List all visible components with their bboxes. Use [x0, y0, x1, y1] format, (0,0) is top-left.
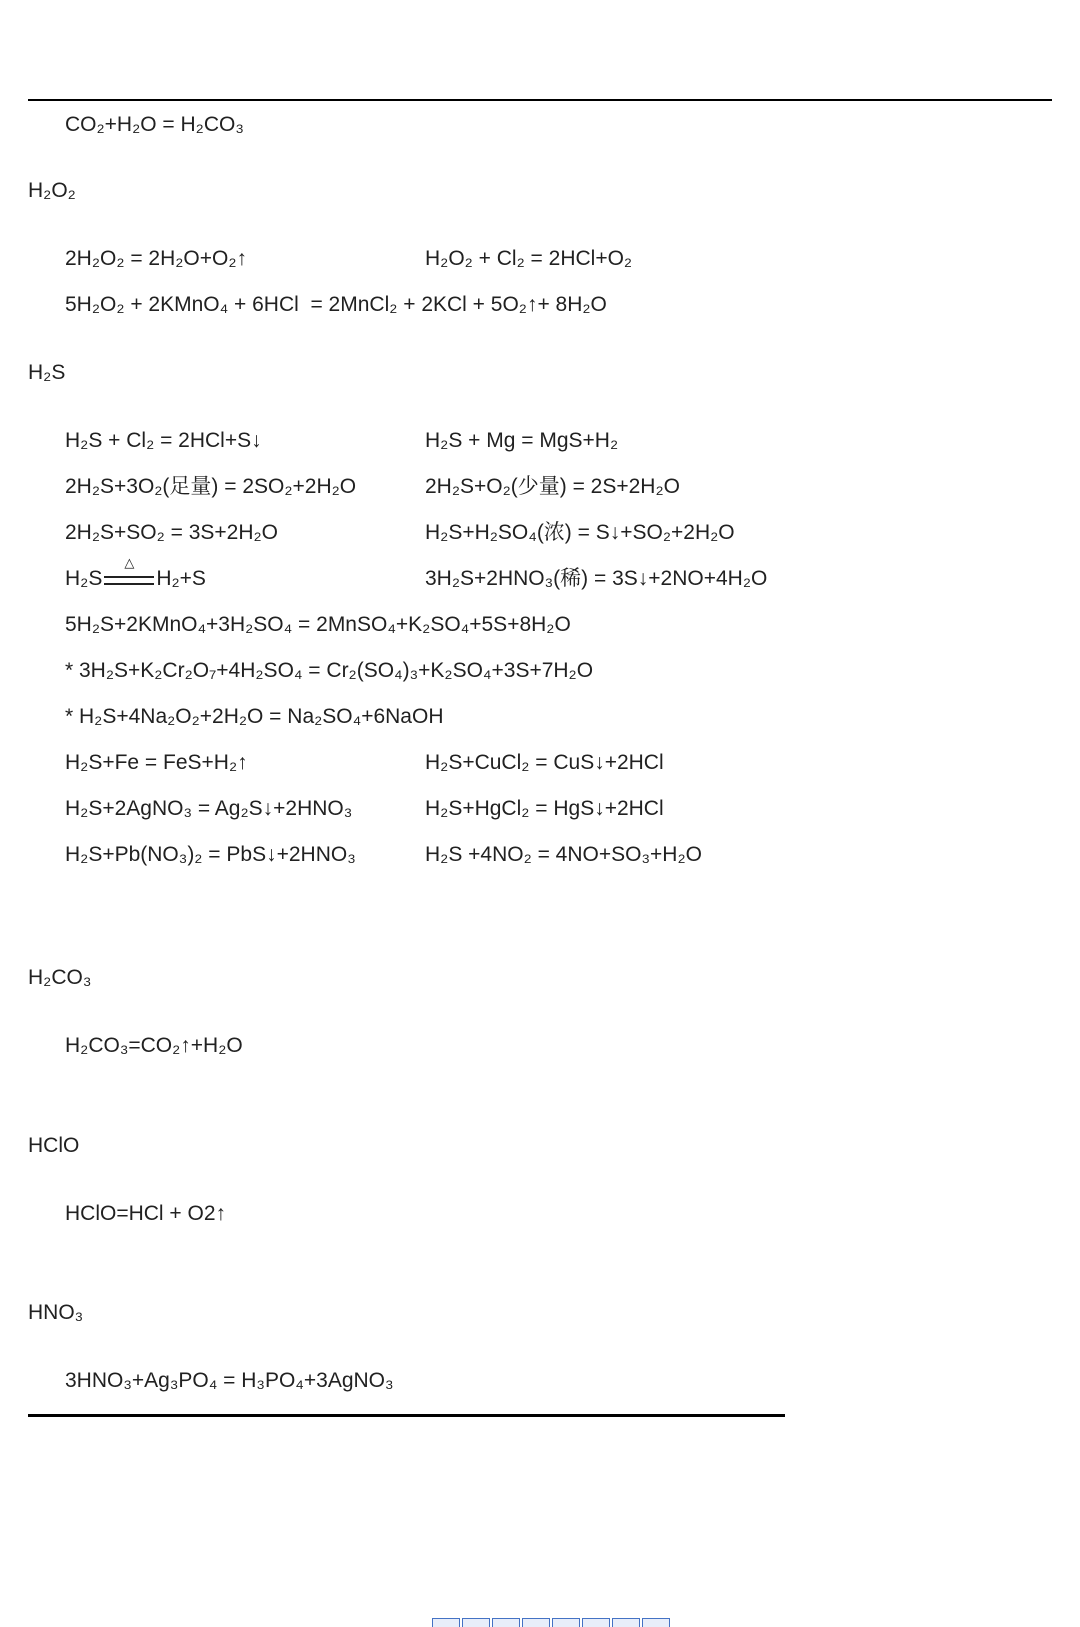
equation-left: 5H₂S+2KMnO₄+3H₂SO₄ = 2MnSO₄+K₂SO₄+5S+8H₂O [65, 613, 571, 636]
heated-equals-sign [104, 555, 154, 583]
clipped-table-strip [432, 1618, 672, 1626]
equation-left: 2H₂S+3O₂(足量) = 2SO₂+2H₂O [65, 475, 357, 498]
section-2 [28, 963, 1052, 1077]
equation-heated [65, 555, 425, 594]
section-1 [28, 358, 1052, 886]
top-divider [28, 99, 1052, 101]
equation-row [28, 1031, 1052, 1061]
double-line [104, 576, 154, 585]
equation-left: H₂S+Pb(NO₃)₂ = PbS↓+2HNO₃ [65, 843, 356, 866]
equation-left: * 3H₂S+K₂Cr₂O₇+4H₂SO₄ = Cr₂(SO₄)₃+K₂SO₄+3S+7H₂O [65, 659, 594, 682]
clipped-table-cell [582, 1618, 610, 1627]
equation-reactant: H₂S [65, 567, 103, 590]
equation-right: H₂S + Mg = MgS+H₂ [425, 429, 619, 452]
section-title: HClO [28, 1134, 80, 1157]
equation-row [28, 290, 1052, 320]
section-4 [28, 1298, 1052, 1412]
equation-row [28, 1199, 1052, 1229]
bottom-divider [28, 1414, 785, 1417]
clipped-table-cell [462, 1618, 490, 1627]
section-title: HNO₃ [28, 1301, 84, 1324]
clipped-table-cell [612, 1618, 640, 1627]
equation-left: 2H₂S+SO₂ = 3S+2H₂O [65, 521, 278, 544]
equation-row [28, 656, 1052, 686]
equation-row [28, 748, 1052, 778]
equation-line: CO₂+H₂O = H₂CO₃ [65, 113, 244, 136]
equation-row [28, 472, 1052, 502]
section-title: H₂CO₃ [28, 966, 92, 989]
equation-product: H₂+S [156, 567, 206, 590]
equation-left: 3HNO₃+Ag₃PO₄ = H₃PO₄+3AgNO₃ [65, 1369, 394, 1392]
equation-sections [28, 176, 1052, 1412]
clipped-table-cell [432, 1618, 460, 1627]
equation-right: 2H₂S+O₂(少量) = 2S+2H₂O [425, 475, 680, 498]
section-title: H₂S [28, 361, 66, 384]
equation-right: H₂O₂ + Cl₂ = 2HCl+O₂ [425, 247, 633, 270]
section-3 [28, 1131, 1052, 1245]
section-title: H₂O₂ [28, 179, 76, 202]
equation-row [28, 610, 1052, 640]
equation-row [28, 794, 1052, 824]
equation-left: H₂CO₃=CO₂↑+H₂O [65, 1034, 243, 1057]
equation-row [28, 426, 1052, 456]
equation-left: 2H₂O₂ = 2H₂O+O₂↑ [65, 247, 247, 270]
equation-right: H₂S+HgCl₂ = HgS↓+2HCl [425, 797, 664, 820]
section-0 [28, 176, 1052, 336]
equation-right: 3H₂S+2HNO₃(稀) = 3S↓+2NO+4H₂O [425, 567, 768, 590]
equation-row [28, 555, 1052, 594]
equation-left: H₂S + Cl₂ = 2HCl+S↓ [65, 429, 262, 452]
triangle-heat-icon: △ [124, 555, 135, 570]
equation-row [28, 702, 1052, 732]
equation-right: H₂S +4NO₂ = 4NO+SO₃+H₂O [425, 843, 702, 866]
equation-row [28, 1366, 1052, 1396]
equation-right: H₂S+H₂SO₄(浓) = S↓+SO₂+2H₂O [425, 521, 735, 544]
equation-right: H₂S+CuCl₂ = CuS↓+2HCl [425, 751, 664, 774]
clipped-table-cell [522, 1618, 550, 1627]
equation-left: 5H₂O₂ + 2KMnO₄ + 6HCl = 2MnCl₂ + 2KCl + 5O₂↑+ 8H₂O [65, 293, 607, 316]
equation-left: H₂S+Fe = FeS+H₂↑ [65, 751, 248, 774]
equation-left: HClO=HCl + O2↑ [65, 1202, 227, 1225]
equation-row [28, 518, 1052, 548]
equation-row [28, 244, 1052, 274]
document-page [28, 99, 1052, 1417]
clipped-table-cell [492, 1618, 520, 1627]
equation-left: * H₂S+4Na₂O₂+2H₂O = Na₂SO₄+6NaOH [65, 705, 444, 728]
equation-row [28, 840, 1052, 870]
clipped-table-cell [552, 1618, 580, 1627]
equation-left: H₂S+2AgNO₃ = Ag₂S↓+2HNO₃ [65, 797, 353, 820]
clipped-table-cell [642, 1618, 670, 1627]
